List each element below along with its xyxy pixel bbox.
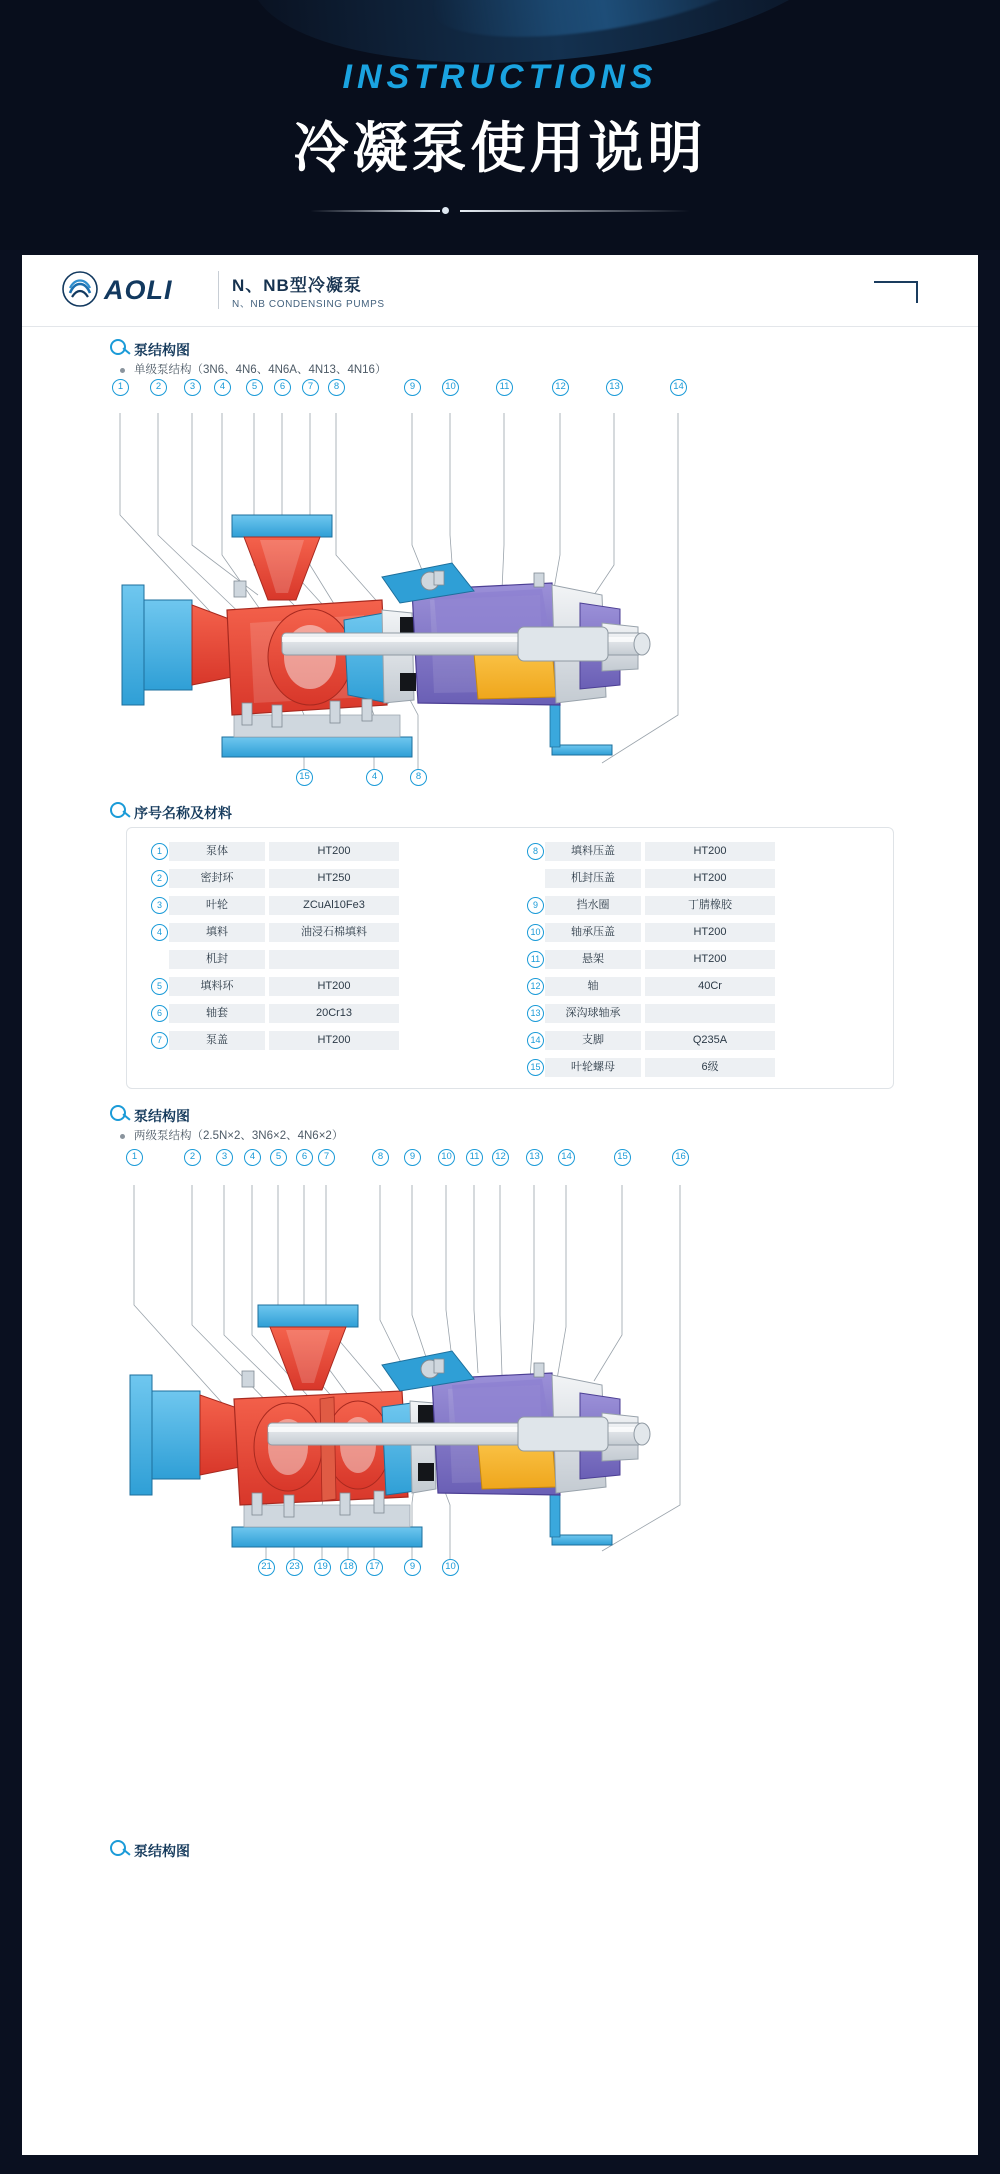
callout2-15: 15	[614, 1149, 631, 1166]
row-name: 轴套	[169, 1004, 265, 1023]
row-number: 5	[151, 978, 168, 995]
callout2-6: 6	[296, 1149, 313, 1166]
row-name: 深沟球轴承	[545, 1004, 641, 1023]
row-name: 挡水圈	[545, 896, 641, 915]
divider-line-right	[460, 210, 690, 212]
header-divider	[0, 205, 1000, 217]
row-number: 10	[527, 924, 544, 941]
row-name: 机封	[169, 950, 265, 969]
table-row	[527, 896, 797, 916]
callout2-10-bottom: 10	[442, 1559, 459, 1576]
row-number: 6	[151, 1005, 168, 1022]
corner-decoration	[874, 281, 918, 303]
row-material: 40Cr	[645, 977, 775, 996]
callout-8: 8	[328, 379, 345, 396]
row-number: 8	[527, 843, 544, 860]
table-row	[151, 1031, 421, 1051]
callout-4: 4	[214, 379, 231, 396]
table-row	[527, 1058, 797, 1078]
row-material: ZCuAl10Fe3	[269, 896, 399, 915]
row-name: 填料环	[169, 977, 265, 996]
callout-2: 2	[150, 379, 167, 396]
row-material: 丁腈橡胶	[645, 896, 775, 915]
callout-5: 5	[246, 379, 263, 396]
row-material: HT200	[645, 869, 775, 888]
row-name: 填料压盖	[545, 842, 641, 861]
section1-title: 泵结构图	[134, 342, 190, 358]
sub-bullet-dot-1	[120, 368, 125, 373]
callout2-11: 11	[466, 1149, 483, 1166]
row-material: 油浸石棉填料	[269, 923, 399, 942]
row-name: 悬架	[545, 950, 641, 969]
callout2-8: 8	[372, 1149, 389, 1166]
row-name: 轴承压盖	[545, 923, 641, 942]
row-material	[645, 1004, 775, 1023]
row-material: HT200	[645, 923, 775, 942]
section2-title: 序号名称及材料	[134, 805, 232, 821]
callout2-9-bottom: 9	[404, 1559, 421, 1576]
row-name: 机封压盖	[545, 869, 641, 888]
row-number: 12	[527, 978, 544, 995]
row-number: 13	[527, 1005, 544, 1022]
callout-14: 14	[670, 379, 687, 396]
callout-8-bottom: 8	[410, 769, 427, 786]
brand-divider	[218, 271, 219, 309]
callout2-21: 21	[258, 1559, 275, 1576]
table-row	[527, 842, 797, 862]
section-bullet-icon-3	[110, 1105, 126, 1121]
row-number: 15	[527, 1059, 544, 1076]
table-row	[527, 950, 797, 970]
row-material: HT250	[269, 869, 399, 888]
parts-material-table	[126, 827, 894, 1089]
sub-bullet-dot-2	[120, 1134, 125, 1139]
callout2-7: 7	[318, 1149, 335, 1166]
callout2-18: 18	[340, 1559, 357, 1576]
row-material: HT200	[269, 842, 399, 861]
table-row	[151, 842, 421, 862]
table-row	[151, 950, 421, 970]
table-row	[151, 896, 421, 916]
row-number: 4	[151, 924, 168, 941]
brand-bar	[22, 255, 978, 327]
row-name: 叶轮螺母	[545, 1058, 641, 1077]
row-number: 11	[527, 951, 544, 968]
brand-name-en: N、NB CONDENSING PUMPS	[232, 299, 385, 310]
callout2-1: 1	[126, 1149, 143, 1166]
callout2-13: 13	[526, 1149, 543, 1166]
table-row	[527, 1031, 797, 1051]
row-number	[151, 951, 168, 968]
page-header	[0, 0, 1000, 250]
callout2-16: 16	[672, 1149, 689, 1166]
aoli-logo-icon	[62, 271, 98, 307]
pump-diagram-two-stage	[82, 1151, 922, 1575]
section-bullet-icon-4	[110, 1840, 126, 1856]
section1-subtitle: 单级泵结构（3N6、4N6、4N6A、4N13、4N16）	[134, 364, 387, 376]
header-title-cn: 冷凝泵使用说明	[293, 117, 707, 179]
callout-3: 3	[184, 379, 201, 396]
row-number: 9	[527, 897, 544, 914]
callout2-9: 9	[404, 1149, 421, 1166]
row-name: 支脚	[545, 1031, 641, 1050]
row-name: 轴	[545, 977, 641, 996]
brand-name-cn: N、NB型冷凝泵	[232, 276, 362, 295]
callout-12: 12	[552, 379, 569, 396]
row-material: Q235A	[645, 1031, 775, 1050]
callout2-23: 23	[286, 1559, 303, 1576]
table-row	[527, 977, 797, 997]
callout-1: 1	[112, 379, 129, 396]
table-row	[151, 1004, 421, 1024]
row-material: 6级	[645, 1058, 775, 1077]
header-title-en: INSTRUCTIONS	[342, 58, 658, 96]
section-bullet-icon-1	[110, 339, 126, 355]
pump-cutaway-svg-2	[82, 1155, 922, 1575]
section3-subtitle: 两级泵结构（2.5N×2、3N6×2、4N6×2）	[134, 1130, 344, 1142]
row-name: 叶轮	[169, 896, 265, 915]
table-row	[527, 1004, 797, 1024]
row-number: 3	[151, 897, 168, 914]
callout2-19: 19	[314, 1559, 331, 1576]
divider-line-left	[310, 210, 440, 212]
section4-title: 泵结构图	[134, 1843, 190, 1859]
callout-6: 6	[274, 379, 291, 396]
row-material: HT200	[269, 977, 399, 996]
row-material: HT200	[645, 950, 775, 969]
callout-4-bottom: 4	[366, 769, 383, 786]
row-number: 14	[527, 1032, 544, 1049]
row-number: 1	[151, 843, 168, 860]
callout2-14: 14	[558, 1149, 575, 1166]
callout2-5: 5	[270, 1149, 287, 1166]
section3-title: 泵结构图	[134, 1108, 190, 1124]
row-number	[527, 870, 544, 887]
pump-cutaway-svg-1	[82, 385, 922, 785]
callout2-17: 17	[366, 1559, 383, 1576]
row-material: HT200	[645, 842, 775, 861]
callout2-12: 12	[492, 1149, 509, 1166]
table-row	[527, 923, 797, 943]
row-material: 20Cr13	[269, 1004, 399, 1023]
row-name: 填料	[169, 923, 265, 942]
callout-9: 9	[404, 379, 421, 396]
row-name: 密封环	[169, 869, 265, 888]
divider-dot	[442, 207, 449, 214]
callout2-10: 10	[438, 1149, 455, 1166]
callout-15: 15	[296, 769, 313, 786]
callout-10: 10	[442, 379, 459, 396]
table-row	[151, 977, 421, 997]
table-row	[527, 869, 797, 889]
callout2-4: 4	[244, 1149, 261, 1166]
row-number: 7	[151, 1032, 168, 1049]
brand-logo-text: AOLI	[104, 275, 173, 305]
table-row	[151, 869, 421, 889]
callout-7: 7	[302, 379, 319, 396]
row-material: HT200	[269, 1031, 399, 1050]
callout2-2: 2	[184, 1149, 201, 1166]
section-bullet-icon-2	[110, 802, 126, 818]
row-name: 泵体	[169, 842, 265, 861]
callout2-3: 3	[216, 1149, 233, 1166]
callout-13: 13	[606, 379, 623, 396]
content-sheet	[22, 255, 978, 2155]
callout-11: 11	[496, 379, 513, 396]
row-number: 2	[151, 870, 168, 887]
pump-diagram-single-stage	[82, 381, 922, 785]
table-row	[151, 923, 421, 943]
row-name: 泵盖	[169, 1031, 265, 1050]
row-material	[269, 950, 399, 969]
